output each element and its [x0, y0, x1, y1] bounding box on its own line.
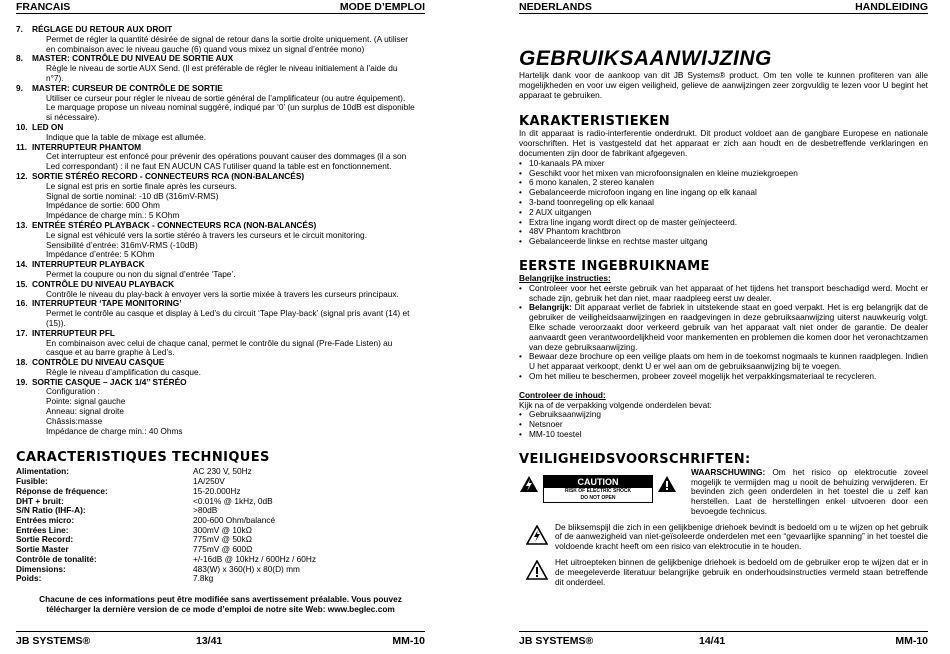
features-title: KARAKTERISTIEKEN: [519, 114, 671, 130]
item-number: 14.: [16, 259, 28, 270]
manual-title: GEBRUIKSAANWIJZING: [519, 47, 772, 70]
item-number: 7.: [16, 24, 23, 34]
item-number: 15.: [16, 278, 28, 289]
item-line: Configuration :: [46, 386, 100, 397]
item-title: INTERRUPTEUR PLAYBACK: [32, 259, 145, 270]
spec-value: 1A/250V: [193, 476, 225, 487]
spec-title: CARACTERISTIQUES TECHNIQUES: [16, 450, 270, 466]
manual-label: HANDLEIDING: [855, 1, 928, 13]
bullet-icon: •: [519, 206, 522, 217]
bullet-icon: •: [519, 196, 522, 207]
item-line: Permet la coupure ou non du signal d’entrée ‘Tape’.: [46, 268, 236, 279]
features-intro: In dit apparaat is radio-interferentie onderdrukt. Dit product voldoet aan de gangbare Europese en nationale voorschriften. Het is vastgesteld dat het apparaat er zich aan houdt en de desbetreffende verklaringen en documenten zijn door de fabrikant afgegeven.: [519, 128, 928, 158]
caution-line-1: RISK OF ELECTRIC SHOCK: [564, 487, 632, 494]
item-line: Pointe: signal gauche: [46, 396, 126, 407]
spec-value: 200-600 Ohm/balancé: [193, 514, 276, 525]
item-title: INTERRUPTEUR PHANTOM: [32, 141, 142, 152]
list-item-text: [529, 303, 928, 352]
spec-value: 775mV @ 50kΩ: [193, 534, 252, 545]
language-label: FRANCAIS: [16, 1, 71, 13]
features-list: [519, 159, 928, 247]
item-line: Signal de sortie nominal: -10 dB (316mV-RMS): [46, 190, 219, 201]
manual-label: MODE D’EMPLOI: [339, 1, 425, 13]
exclamation-note: [519, 558, 928, 587]
list-item-text: 10-kanaals PA mixer: [529, 157, 605, 168]
item-number: 11.: [16, 141, 28, 152]
spec-value: 7.8kg: [193, 573, 214, 584]
bullet-icon: •: [519, 167, 522, 178]
item-number: 18.: [16, 357, 28, 368]
item-number: 10.: [16, 121, 28, 132]
item-title: LED ON: [32, 121, 64, 132]
spec-row: [16, 565, 425, 575]
bullet-icon: •: [519, 428, 522, 439]
item-line: Cet interrupteur est enfoncé pour prévenir des opérations pouvant causer des dommages (il a son: [46, 151, 407, 162]
page-footer: [16, 631, 425, 649]
footer-model: MM-10: [895, 634, 928, 647]
list-item-text: [529, 284, 928, 304]
spec-row: [16, 574, 425, 584]
bullet-icon: •: [519, 226, 522, 237]
bullet-icon: •: [519, 187, 522, 198]
page-right: [519, 0, 928, 654]
safety-title: VEILIGHEIDSVOORSCHRIFTEN:: [519, 451, 751, 467]
important-instructions-heading: Belangrijke instructies:: [519, 272, 611, 283]
item-line: Permet le contrôle au casque et display à Led’s du circuit ‘Tape Play-back’ (signal pris avant (14) et: [46, 308, 410, 319]
item-title: INTERRUPTEUR ‘TAPE MONITORING’: [32, 298, 182, 309]
item-title: SORTIE CASQUE – JACK 1/4’’ STÉRÉO: [32, 376, 187, 387]
page-left: [16, 0, 425, 654]
control-descriptions: [16, 25, 425, 436]
item-line: Contrôle le niveau du play-back à envoyer vers la sortie mixée à travers les curseurs principaux.: [46, 288, 399, 299]
list-item: [519, 430, 928, 440]
list-item-text: Gebruiksaanwijzing: [529, 409, 601, 420]
bullet-icon: •: [519, 370, 522, 381]
list-item: [519, 303, 928, 352]
list-item-text: Gebalanceerde microfoon ingang en line ingang op elk kanaal: [529, 187, 757, 198]
exclamation-triangle-icon: [526, 560, 548, 580]
item-line: Impédance de sortie: 600 Ohm: [46, 200, 160, 211]
item-line: Le signal est véhiculé vers la sortie stéréo à travers les curseurs et le circuit monitoring.: [46, 229, 367, 240]
footer-page: 13/41: [196, 634, 223, 647]
item-number: 12.: [16, 170, 28, 181]
bullet-icon: •: [519, 236, 522, 247]
item-title: SORTIE STÉRÉO RECORD - CONNECTEURS RCA (NON-BALANCÉS): [32, 170, 305, 181]
note-line-1: Chacune de ces informations peut être modifiée sans avertissement préalable. Vous pouvez: [39, 593, 402, 604]
spec-value: 775mV @ 600Ω: [193, 544, 253, 555]
list-item-text: MM-10 toestel: [529, 428, 582, 439]
list-item-body: Bewaar deze brochure op een veilige plaats om hem in de toekomst nogmaals te kunnen raadplegen. Indien U het apparaat verkoopt, denkt U er wel aan om de gebruiksaanwijzing bij te voegen.: [529, 351, 928, 372]
warning-text: [691, 468, 928, 517]
list-item-bold: Belangrijk:: [529, 302, 572, 313]
spec-key: Réponse de fréquence:: [16, 485, 108, 496]
item-line: Utiliser ce curseur pour régler le niveau de sortie général de l’amplificateur (ou autre équipement).: [46, 92, 406, 103]
list-item-body: Dit apparaat verliet de fabriek in uitstekende staat en goed verpakt. Het is erg belangrijk dat de gebruiker de veiligheidsaanwijzingen en raadgevingen in deze gebruiksaanwijzing uiterst nauwkeurig volgt. Elke schade veroorzaakt door verkeerd gebruik van het apparaat valt niet onder de garantie. De dealer aanvaardt geen verantwoordelijkheid voor mankementen en problemen die komen door het veronachtzamen van deze gebruiksaanwijzing.: [529, 302, 928, 352]
spec-key: Entrées micro:: [16, 514, 75, 525]
lightning-note: [519, 523, 928, 552]
list-item-text: 3-band toonregeling op elk kanaal: [529, 196, 655, 207]
contents-heading: Controleer de inhoud:: [519, 389, 606, 400]
list-item: [519, 352, 928, 372]
list-item: [519, 284, 928, 304]
item-line: Impédance de charge min.: 40 Ohms: [46, 425, 183, 436]
list-item-text: [529, 352, 928, 372]
list-item-text: Netsnoer: [529, 419, 563, 430]
item-line: Règle le niveau de sortie AUX Send. (Il est préférable de régler le niveau initialement à l’aide du: [46, 63, 398, 74]
item-title: ENTRÉE STÉRÉO PLAYBACK - CONNECTEURS RCA (NON-BALANCÉS): [32, 219, 317, 230]
list-item-text: Gebalanceerde linkse en rechtse master uitgang: [529, 236, 708, 247]
exclamation-text: Het uitroepteken binnen de gelijkbenige driehoek is bedoeld om de gebruiker erop te wijzen dat er in de meegeleverde literatuur belangrijke gebruik en onderhoudsinstructies vermeld staan betreffende dit onderdeel.: [555, 557, 928, 587]
item-line: casque et au barre graphe à Led’s.: [46, 347, 175, 358]
item-title: RÉGLAGE DU RETOUR AUX DROIT: [32, 24, 173, 34]
page-header: [519, 0, 928, 14]
update-note: [16, 594, 425, 614]
item-line: si nécessaire).: [46, 112, 100, 123]
item-number: 13.: [16, 219, 28, 230]
contents-list: [519, 410, 928, 439]
spec-key: Fusible:: [16, 476, 48, 487]
item-line: (15)).: [46, 317, 66, 328]
spec-value: <0.01% @ 1kHz, 0dB: [193, 495, 273, 506]
first-use-list: [519, 284, 928, 382]
list-item-text: Extra line ingang wordt direct op de master geïnjecteerd.: [529, 216, 737, 227]
item-line: Le marquage propose un niveau nominal suggéré, indiqué par ‘0’ (un surplus de 10dB est disponible: [46, 102, 415, 113]
footer-page: 14/41: [699, 634, 726, 647]
bullet-icon: •: [519, 419, 522, 430]
item-number: 19.: [16, 376, 28, 387]
item-line: Sensibilité d’entrée: 316mV-RMS (-10dB): [46, 239, 198, 250]
page-header: [16, 0, 425, 14]
bullet-icon: •: [519, 302, 522, 313]
footer-brand: JB SYSTEMS®: [519, 634, 594, 647]
list-item-text: 2 AUX uitgangen: [529, 206, 592, 217]
spec-key: Poids:: [16, 573, 42, 584]
list-item-text: 48V Phantom krachtbron: [529, 226, 621, 237]
intro-text: Hartelijk dank voor de aankoop van dit JB Systems® product. Om ten volle te kunnen profiteren van alle mogelijkheden en voor uw eigen veiligheid, gelieve de aanwijzingen zeer zorgvuldig te lezen voor U begint het apparaat te gebruiken.: [519, 70, 928, 100]
spec-key: Dimensions:: [16, 563, 66, 574]
list-item-body: Om het milieu te beschermen, probeer zoveel mogelijk het verpakkingsmateriaal te recycleren.: [529, 370, 877, 381]
spec-value: >80dB: [193, 505, 218, 516]
exclamation-triangle-icon: [657, 475, 677, 493]
list-item-text: Geschikt voor het mixen van microfoonsignalen en kleine muziekgroepen: [529, 167, 798, 178]
warning-block: [519, 468, 928, 517]
item-line: Impédance de charge min.: 5 KOhm: [46, 210, 180, 221]
footer-brand: JB SYSTEMS®: [16, 634, 91, 647]
list-item-body: Controleer voor het eerste gebruik van het apparaat of het tijdens het transport beschadigd werd. Mocht er schade zijn, gebruik het dan niet, maar raadpleeg eerst uw dealer.: [529, 282, 928, 303]
warning-body: Om het risico op elektrocutie zoveel mogelijk te vermijden mag u nooit de behuizing verwijderen. Er bevinden zich geen onderdelen in het toestel die u zelf kan herstellen. Laat de herstellingen enkel uitvoeren door een bevoegde technicus.: [691, 466, 928, 516]
list-item-text: [529, 372, 928, 382]
caution-title: CAUTION: [544, 476, 652, 488]
lightning-triangle-icon: [519, 475, 539, 493]
item-title: INTERRUPTEUR PFL: [32, 327, 115, 338]
spec-value: AC 230 V, 50Hz: [193, 466, 252, 477]
spec-key: S/N Ratio (IHF-A):: [16, 505, 86, 516]
item-title: MASTER: CURSEUR DE CONTRÔLE DE SORTIE: [32, 82, 223, 93]
spec-value: 300mV @ 10kΩ: [193, 524, 252, 535]
spec-key: Contrôle de tonalité:: [16, 553, 97, 564]
bullet-icon: •: [519, 282, 522, 293]
list-item: [519, 372, 928, 382]
caution-line-2: DO NOT OPEN: [580, 494, 616, 501]
contents-intro: Kijk na of de verpakking volgende onderdelen bevat:: [519, 399, 712, 410]
caution-box: [543, 475, 653, 503]
list-item: [519, 237, 928, 247]
item-line: Anneau: signal droite: [46, 406, 124, 417]
item-number: 17.: [16, 327, 28, 338]
item-title: CONTRÔLE DU NIVEAU PLAYBACK: [32, 278, 175, 289]
item-line: Châssis:masse: [46, 415, 103, 426]
spec-key: Sortie Master: [16, 544, 69, 555]
list-item-text: 6 mono kanalen, 2 stereo kanalen: [529, 177, 655, 188]
footer-model: MM-10: [392, 634, 425, 647]
item-line: En combinaison avec celui de chaque canal, permet le contrôle du signal (Pre-Fade Listen) au: [46, 337, 393, 348]
language-label: NEDERLANDS: [519, 1, 592, 13]
item-number: 16.: [16, 298, 28, 309]
list-item: [519, 410, 928, 420]
item-title: CONTRÔLE DU NIVEAU CASQUE: [32, 357, 165, 368]
bullet-icon: •: [519, 409, 522, 420]
spec-value: 15-20.000Hz: [193, 485, 241, 496]
item-line: Led correspondant) : il ne faut EN AUCUN CAS l’utiliser quand la table est en fonctionnement.: [46, 161, 392, 172]
item-title: MASTER: CONTRÔLE DU NIVEAU DE SORTIE AUX: [32, 53, 234, 64]
note-line-2: télécharger la dernière version de ce mode d’emploi de notre site Web: www.beglec.com: [46, 603, 395, 614]
spec-key: Sortie Record:: [16, 534, 74, 545]
lightning-text: De bliksemspijl die zich in een gelijkbenige driehoek bevindt is bedoeld om u te wijzen op het gebruik of de aanwezigheid van niet-geïsoleerde onderdelen met een “gevaarlijke spanning” in het toestel die voldoende kracht heeft om een risico van elektrocutie in te houden.: [555, 521, 928, 552]
spec-key: DHT + bruit:: [16, 495, 64, 506]
warning-label: WAARSCHUWING:: [691, 466, 766, 477]
item-line: Permet de régler la quantité désirée de signal de retour dans la sortie droite uniquement. (A utiliser: [46, 33, 409, 44]
spec-table: [16, 467, 425, 583]
first-use-title: EERSTE INGEBRUIKNAME: [519, 258, 710, 274]
item-number: 8.: [16, 53, 23, 64]
page-footer: [519, 631, 928, 649]
spec-value: +/-16dB @ 10kHz / 600Hz / 60Hz: [193, 553, 317, 564]
item-number: 9.: [16, 82, 23, 93]
item-line: Le signal est pris en sortie finale après les curseurs.: [46, 180, 237, 191]
bullet-icon: •: [519, 157, 522, 168]
item-line: Indique que la table de mixage est allumée.: [46, 131, 207, 142]
spec-key: Entrées Line:: [16, 524, 69, 535]
spec-key: Alimentation:: [16, 466, 70, 477]
bullet-icon: •: [519, 216, 522, 227]
item-line: Règle le niveau d’amplification du casque.: [46, 366, 201, 377]
lightning-triangle-icon: [526, 525, 548, 545]
caution-label-graphic: [519, 468, 691, 517]
bullet-icon: •: [519, 351, 522, 362]
item-line: n°7).: [46, 72, 64, 83]
bullet-icon: •: [519, 177, 522, 188]
item-line: en combinaison avec le niveau gauche (6) quand vous mixez un signal d’entrée mono): [46, 43, 365, 54]
spec-value: 483(W) x 360(H) x 80(D) mm: [193, 563, 300, 574]
item-line: Impédance d’entrée: 5 KOhm: [46, 249, 155, 260]
